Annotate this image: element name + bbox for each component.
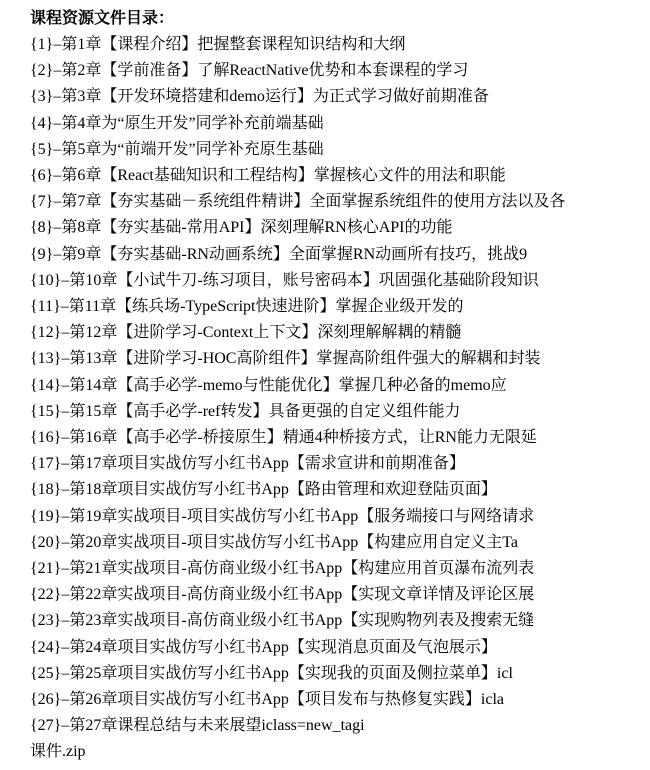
course-item-26: {26}–第26章项目实战仿写小红书App【项目发布与热修复实践】icla bbox=[30, 691, 505, 709]
course-item-15: {15}–第15章【高手必学-ref转发】具备更强的自定义组件能力 bbox=[30, 402, 461, 420]
course-item-20: {20}–第20章实战项目-项目实战仿写小红书App【构建应用自定义主Ta bbox=[30, 533, 519, 551]
course-list bbox=[30, 32, 640, 739]
course-item-6: {6}–第6章【React基础知识和工程结构】掌握核心文件的用法和职能 bbox=[30, 167, 506, 185]
course-item-27: {27}–第27章课程总结与未来展望iclass=new_tagi bbox=[30, 717, 365, 735]
course-item-14: {14}–第14章【高手必学-memo与性能优化】掌握几种必备的memo应 bbox=[30, 376, 507, 394]
course-item-25: {25}–第25章项目实战仿写小红书App【实现我的页面及侧拉菜单】icl bbox=[30, 664, 513, 682]
course-item-24: {24}–第24章项目实战仿写小红书App【实现消息页面及气泡展示】 bbox=[30, 638, 497, 656]
courseware-zip-label: 课件.zip bbox=[30, 743, 86, 761]
course-item-16: {16}–第16章【高手必学-桥接原生】精通4种桥接方式，让RN能力无限延 bbox=[30, 429, 537, 447]
page-title: 课程资源文件目录： bbox=[30, 10, 175, 27]
course-item-19: {19}–第19章实战项目-项目实战仿写小红书App【服务端接口与网络请求 bbox=[30, 507, 535, 525]
course-item-4: {4}–第4章为“原生开发”同学补充前端基础 bbox=[30, 114, 324, 132]
course-item-8: {8}–第8章【夯实基础-常用API】深刻理解RN核心API的功能 bbox=[30, 219, 453, 237]
course-item-5: {5}–第5章为“前端开发”同学补充原生基础 bbox=[30, 140, 324, 158]
course-item-13: {13}–第13章【进阶学习-HOC高阶组件】掌握高阶组件强大的解耦和封装 bbox=[30, 350, 541, 368]
course-item-21: {21}–第21章实战项目-高仿商业级小红书App【构建应用首页瀑布流列表 bbox=[30, 560, 535, 578]
course-item-12: {12}–第12章【进阶学习-Context上下文】深刻理解解耦的精髓 bbox=[30, 324, 462, 342]
course-item-9: {9}–第9章【夯实基础-RN动画系统】全面掌握RN动画所有技巧，挑战9 bbox=[30, 245, 528, 263]
course-item-11: {11}–第11章【练兵场-TypeScript快速进阶】掌握企业级开发的 bbox=[30, 298, 464, 316]
course-item-17: {17}–第17章项目实战仿写小红书App【需求宣讲和前期准备】 bbox=[30, 455, 465, 473]
course-item-7: {7}–第7章【夯实基础－系统组件精讲】全面掌握系统组件的使用方法以及各 bbox=[30, 193, 566, 211]
course-item-2: {2}–第2章【学前准备】了解ReactNative优势和本套课程的学习 bbox=[30, 62, 469, 80]
course-item-1: {1}–第1章【课程介绍】把握整套课程知识结构和大纲 bbox=[30, 36, 406, 53]
course-item-22: {22}–第22章实战项目-高仿商业级小红书App【实现文章详情及评论区展 bbox=[30, 586, 535, 604]
course-item-23: {23}–第23章实战项目-高仿商业级小红书App【实现购物列表及搜索无缝 bbox=[30, 612, 535, 630]
course-item-18: {18}–第18章项目实战仿写小红书App【路由管理和欢迎登陆页面】 bbox=[30, 481, 497, 499]
course-item-10: {10}–第10章【小试牛刀-练习项目，账号密码本】巩固强化基础阶段知识 bbox=[30, 271, 539, 289]
course-item-3: {3}–第3章【开发环境搭建和demo运行】为正式学习做好前期准备 bbox=[30, 88, 489, 106]
